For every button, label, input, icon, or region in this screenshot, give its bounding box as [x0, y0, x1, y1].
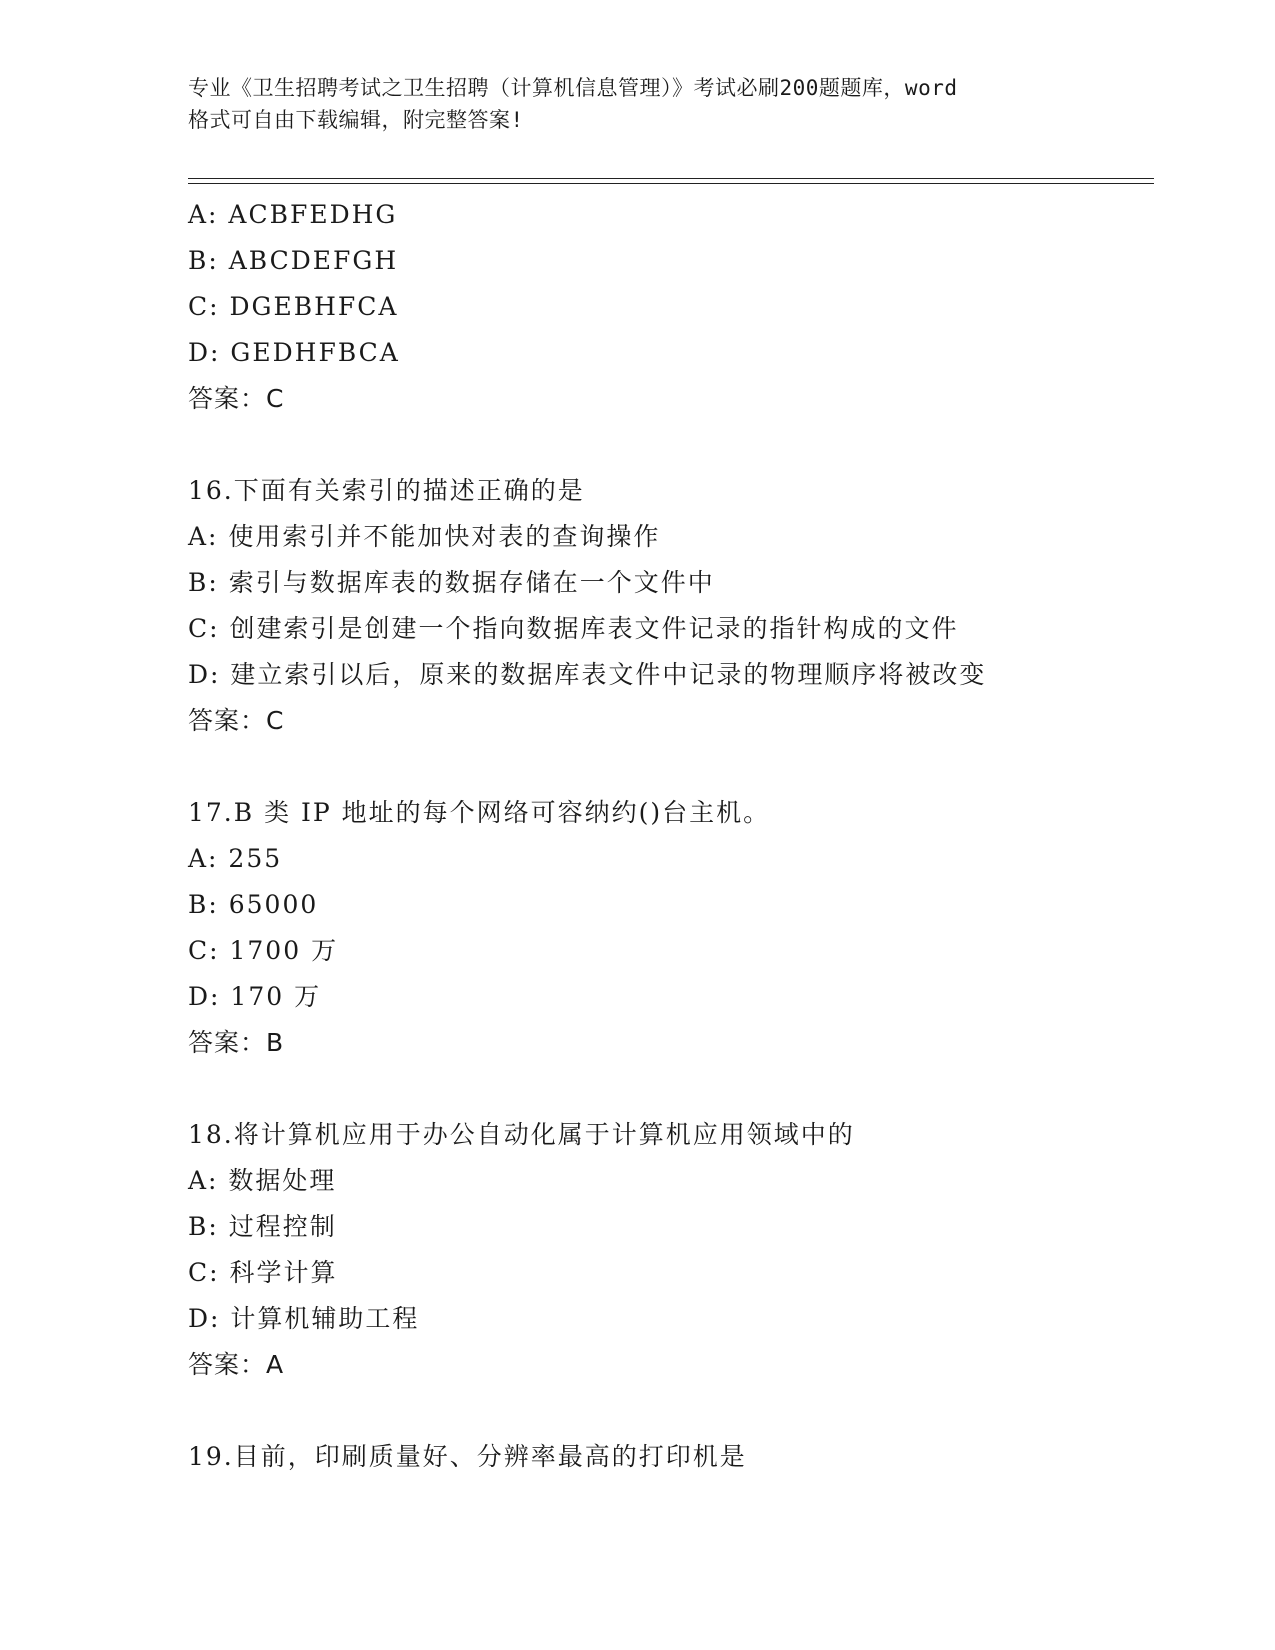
header-divider-bottom [188, 183, 1154, 184]
option-b: B: 索引与数据库表的数据存储在一个文件中 [188, 568, 715, 597]
option-d: D: 计算机辅助工程 [188, 1304, 420, 1333]
question-list [188, 192, 1188, 1480]
spacer [188, 1388, 1188, 1434]
option-b: B: 65000 [188, 890, 319, 919]
question-stem: 16.下面有关索引的描述正确的是 [188, 476, 585, 505]
option-c: C: 科学计算 [188, 1258, 338, 1287]
option-a: A: 使用索引并不能加快对表的查询操作 [188, 522, 661, 551]
option-a: A: 255 [188, 844, 283, 873]
option-c: C: DGEBHFCA [188, 292, 399, 321]
question-15-block [188, 192, 1188, 422]
question-16-block [188, 468, 1188, 744]
header-title-line-1: 专业《卫生招聘考试之卫生招聘（计算机信息管理）》考试必刷200题题库，word [188, 76, 958, 100]
question-19-block [188, 1434, 1188, 1480]
option-b: B: 过程控制 [188, 1212, 337, 1241]
question-stem: 18.将计算机应用于办公自动化属于计算机应用领域中的 [188, 1120, 855, 1149]
answer-line: 答案：A [188, 1350, 285, 1379]
page-header [188, 72, 1108, 136]
spacer [188, 1066, 1188, 1112]
question-17-block [188, 790, 1188, 1066]
question-stem: 17.B 类 IP 地址的每个网络可容纳约()台主机。 [188, 798, 771, 827]
option-d: D: 建立索引以后，原来的数据库表文件中记录的物理顺序将被改变 [188, 660, 987, 689]
answer-line: 答案：B [188, 1028, 285, 1057]
option-a: A: 数据处理 [188, 1166, 337, 1195]
spacer [188, 422, 1188, 468]
option-b: B: ABCDEFGH [188, 246, 399, 275]
option-d: D: 170 万 [188, 982, 322, 1011]
question-stem: 19.目前，印刷质量好、分辨率最高的打印机是 [188, 1442, 747, 1471]
spacer [188, 744, 1188, 790]
header-title-line-2: 格式可自由下载编辑，附完整答案! [188, 108, 524, 132]
answer-line: 答案：C [188, 384, 285, 413]
option-d: D: GEDHFBCA [188, 338, 400, 367]
answer-line: 答案：C [188, 706, 285, 735]
header-divider-top [188, 178, 1154, 179]
question-18-block [188, 1112, 1188, 1388]
option-c: C: 创建索引是创建一个指向数据库表文件记录的指针构成的文件 [188, 614, 959, 643]
option-c: C: 1700 万 [188, 936, 339, 965]
option-a: A: ACBFEDHG [188, 200, 398, 229]
